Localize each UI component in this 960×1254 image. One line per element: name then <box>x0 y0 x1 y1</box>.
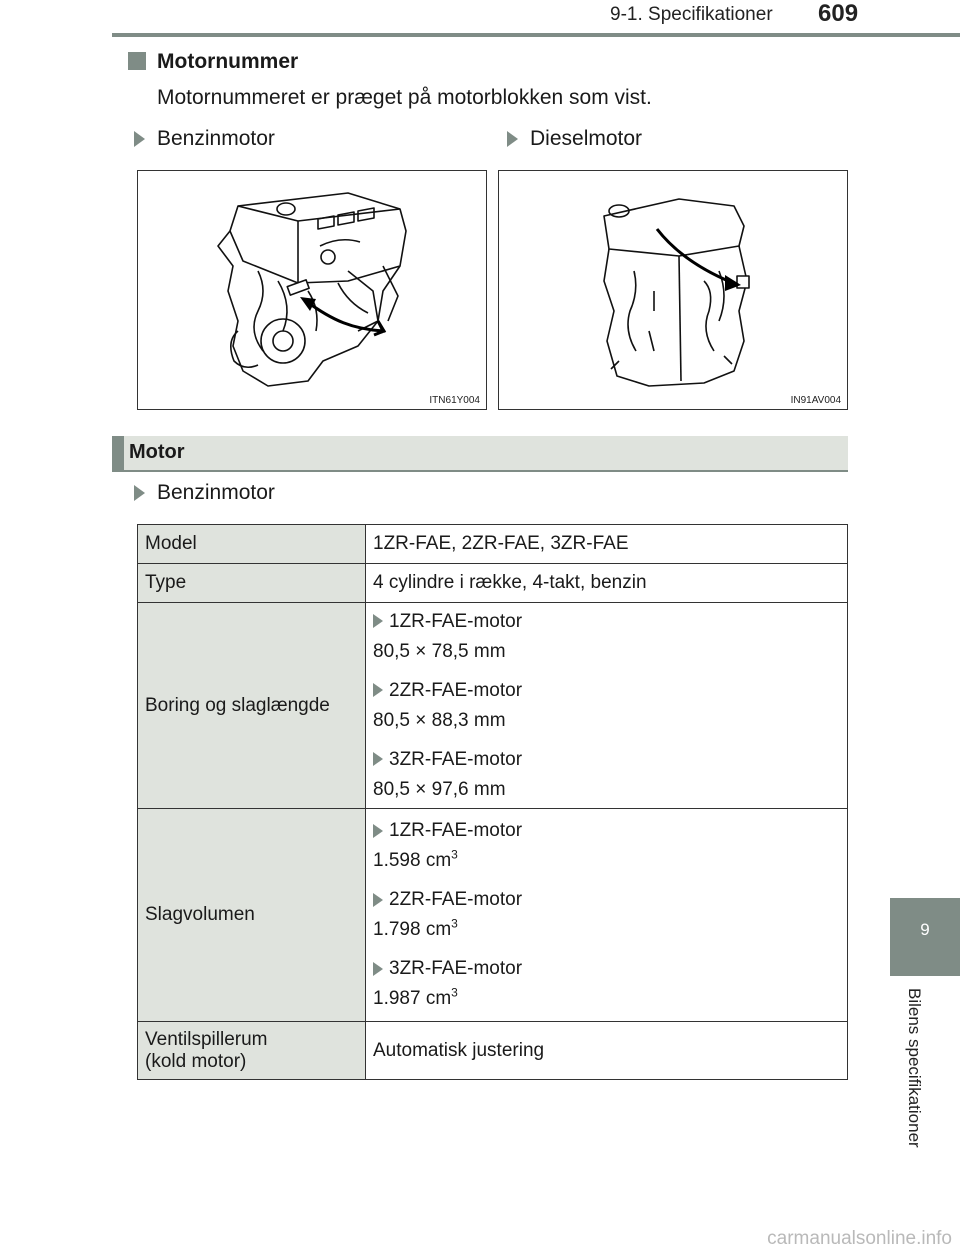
diesel-engine-illustration <box>499 171 847 409</box>
unit-exponent: 3 <box>451 916 458 931</box>
chapter-tab <box>890 898 960 976</box>
bore-value: 80,5 × 88,3 mm <box>373 709 506 731</box>
page-number: 609 <box>818 0 859 27</box>
displacement-item-2zr <box>373 885 847 945</box>
arrow-bullet-icon <box>134 131 145 147</box>
table-row <box>138 525 848 564</box>
arrow-bullet-icon <box>373 893 383 907</box>
table-row <box>138 1022 848 1080</box>
arrow-bullet-icon <box>507 131 518 147</box>
arrow-bullet-icon <box>373 614 383 628</box>
displacement-engine: 2ZR-FAE-motor <box>389 889 523 910</box>
spec-key-model: Model <box>138 525 366 564</box>
petrol-figure-label <box>134 127 275 151</box>
spec-value-type: 4 cylindre i række, 4-takt, benzin <box>366 564 848 603</box>
arrow-bullet-icon <box>373 683 383 697</box>
spec-value-valve: Automatisk justering <box>366 1022 848 1080</box>
valve-key-line2: (kold motor) <box>145 1050 247 1072</box>
chapter-label: Bilens specifikationer <box>905 988 924 1148</box>
table-row <box>138 603 848 809</box>
bore-value: 80,5 × 78,5 mm <box>373 640 506 662</box>
unit-base: cm <box>425 850 452 871</box>
table-row <box>138 809 848 1022</box>
arrow-bullet-icon <box>134 485 145 501</box>
displacement-engine: 3ZR-FAE-motor <box>389 958 523 979</box>
header-rule <box>112 33 960 37</box>
spec-value-displacement <box>366 809 848 1022</box>
arrow-bullet-icon <box>373 752 383 766</box>
bore-value: 80,5 × 97,6 mm <box>373 778 506 800</box>
unit-base: cm <box>425 988 452 1009</box>
petrol-engine-illustration <box>138 171 486 409</box>
bore-item-3zr <box>373 745 847 805</box>
bore-engine: 2ZR-FAE-motor <box>389 679 523 701</box>
watermark: carmanualsonline.info <box>767 1228 952 1249</box>
diesel-figure-label <box>507 127 642 151</box>
petrol-engine-figure <box>137 170 487 410</box>
bore-item-1zr <box>373 607 847 667</box>
spec-key-bore: Boring og slaglængde <box>138 603 366 809</box>
displacement-value: 1.798 <box>373 919 421 940</box>
spec-value-bore <box>366 603 848 809</box>
engine-spec-table <box>137 524 848 1080</box>
bore-item-2zr <box>373 676 847 736</box>
spec-key-valve <box>138 1022 366 1080</box>
table-row <box>138 564 848 603</box>
bore-engine: 3ZR-FAE-motor <box>389 748 523 770</box>
petrol-figure-code: ITN61Y004 <box>429 395 480 406</box>
displacement-item-1zr <box>373 816 847 876</box>
chapter-number: 9 <box>920 920 930 939</box>
motor-sub-label-text: Benzinmotor <box>157 481 275 504</box>
motornummer-description: Motornummeret er præget på motorblokken som vist. <box>157 86 652 109</box>
running-header-section: 9-1. Specifikationer <box>610 4 773 25</box>
displacement-item-3zr <box>373 954 847 1014</box>
valve-key-line1: Ventilspillerum <box>145 1028 268 1050</box>
motor-sub-label <box>134 481 275 505</box>
unit-exponent: 3 <box>451 985 458 1000</box>
unit-exponent: 3 <box>451 847 458 862</box>
displacement-value: 1.598 <box>373 850 421 871</box>
diesel-engine-figure <box>498 170 848 410</box>
unit-base: cm <box>425 919 452 940</box>
motornummer-heading: Motornummer <box>157 50 299 73</box>
bore-engine: 1ZR-FAE-motor <box>389 610 523 632</box>
displacement-engine: 1ZR-FAE-motor <box>389 820 523 841</box>
square-bullet-icon <box>128 52 146 70</box>
spec-key-displacement: Slagvolumen <box>138 809 366 1022</box>
spec-value-model: 1ZR-FAE, 2ZR-FAE, 3ZR-FAE <box>366 525 848 564</box>
displacement-value: 1.987 <box>373 988 421 1009</box>
petrol-label-text: Benzinmotor <box>157 127 275 150</box>
motor-section-bar <box>112 436 848 472</box>
spec-key-type: Type <box>138 564 366 603</box>
diesel-figure-code: IN91AV004 <box>790 395 841 406</box>
arrow-bullet-icon <box>373 824 383 838</box>
diesel-label-text: Dieselmotor <box>530 127 643 150</box>
arrow-bullet-icon <box>373 962 383 976</box>
section-bar-edge <box>112 436 124 470</box>
motor-section-title: Motor <box>129 441 185 463</box>
